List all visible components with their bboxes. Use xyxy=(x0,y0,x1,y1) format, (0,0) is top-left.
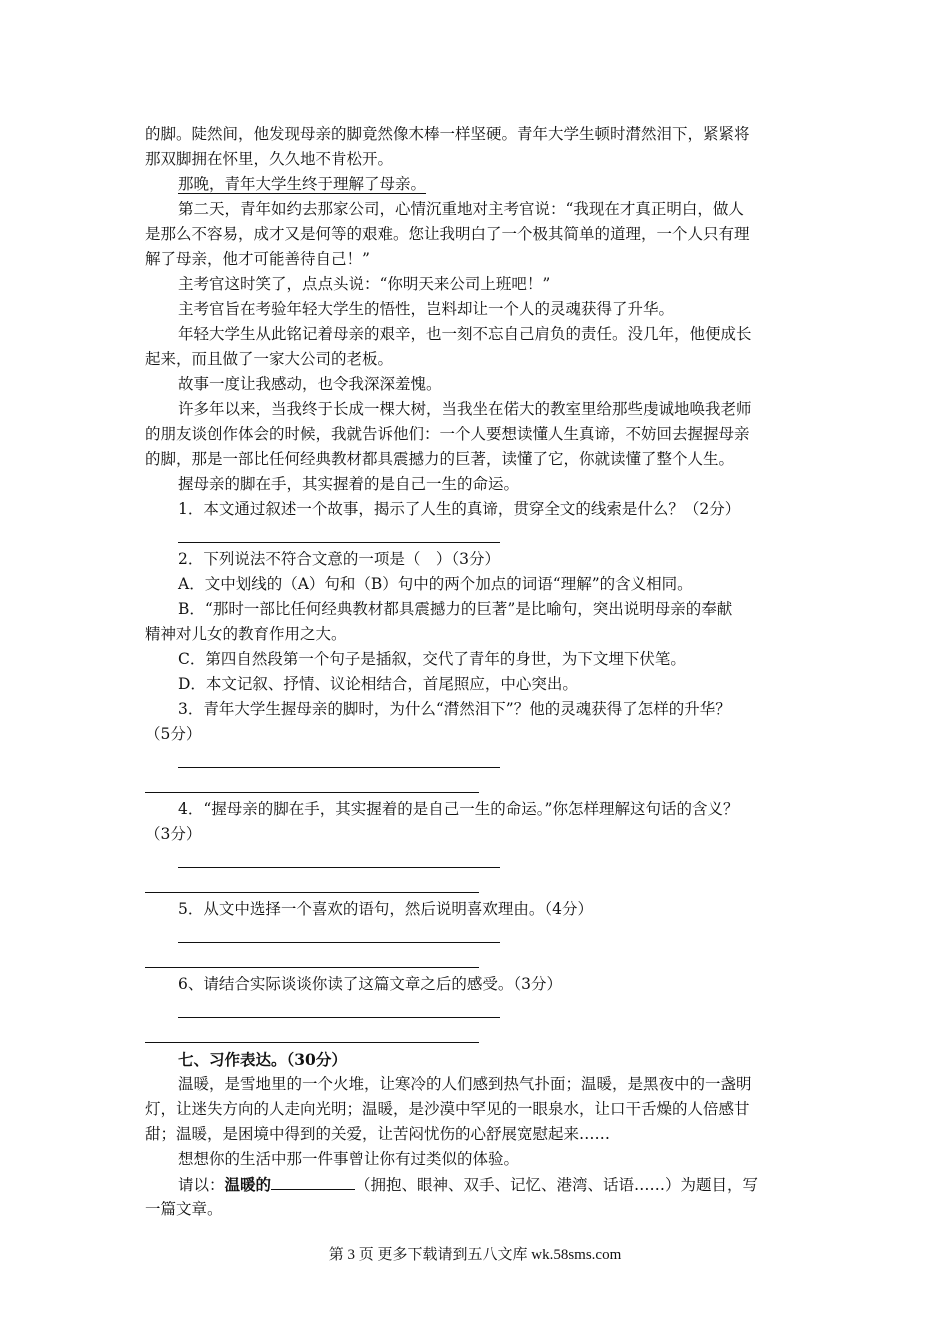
essay-title-stem: 温暖的 xyxy=(224,1175,272,1194)
question-1: 1．本文通过叙述一个故事，揭示了人生的真谛，贯穿全文的线索是什么？（2分） xyxy=(178,500,741,518)
writing-prompt-line: 甜；温暖，是困境中得到的关爱，让苦闷忧伤的心舒展宽慰起来…… xyxy=(145,1125,611,1143)
underlined-sentence-b xyxy=(145,172,825,197)
option-b-continued: 精神对儿女的教育作用之大。 xyxy=(145,625,347,643)
option-d: D．本文记叙、抒情、议论相结合，首尾照应，中心突出。 xyxy=(178,675,578,693)
story-line: 主考官旨在考验年轻大学生的悟性，岂料却让一个人的灵魂获得了升华。 xyxy=(178,300,675,318)
question-2: 2．下列说法不符合文意的一项是（ ）（3分） xyxy=(178,550,500,568)
answer-line[interactable] xyxy=(145,997,825,1022)
story-line: 是那么不容易，成才又是何等的艰难。您让我明白了一个极其简单的道理，一个人只有理 xyxy=(145,225,750,243)
answer-line[interactable] xyxy=(145,847,825,872)
story-line: 许多年以来，当我终于长成一棵大树，当我坐在偌大的教室里给那些虔诚地唤我老师 xyxy=(178,400,752,418)
answer-line[interactable] xyxy=(145,772,825,797)
question-3: 3．青年大学生握母亲的脚时，为什么“潸然泪下”？他的灵魂获得了怎样的升华？ xyxy=(178,700,731,718)
question-4: 4．“握母亲的脚在手，其实握着的是自己一生的命运。”你怎样理解这句话的含义？ xyxy=(178,800,739,818)
writing-prompt-line: 想想你的生活中那一件事曾让你有过类似的体验。 xyxy=(178,1150,520,1168)
answer-line[interactable] xyxy=(145,1022,825,1047)
writing-heading: 七、习作表达。（30分） xyxy=(178,1050,347,1069)
story-line: 那双脚拥在怀里，久久地不肯松开。 xyxy=(145,150,394,168)
writing-title-instruction xyxy=(145,1172,825,1197)
story-line: 年轻大学生从此铭记着母亲的艰辛，也一刻不忘自己肩负的责任。没几年，他便成长 xyxy=(178,325,752,343)
story-line: 的脚，那是一部比任何经典教材都具震撼力的巨著，读懂了它，你就读懂了整个人生。 xyxy=(145,450,735,468)
story-line: 起来，而且做了一家大公司的老板。 xyxy=(145,350,394,368)
answer-line[interactable] xyxy=(145,872,825,897)
question-4-points: （3分） xyxy=(145,825,202,843)
instruction-prefix: 请以： xyxy=(178,1176,225,1194)
story-line: 第二天，青年如约去那家公司，心情沉重地对主考官说：“我现在才真正明白，做人 xyxy=(178,200,744,218)
writing-prompt-line: 灯，让迷失方向的人走向光明；温暖，是沙漠中罕见的一眼泉水，让口干舌燥的人倍感甘 xyxy=(145,1100,750,1118)
answer-line[interactable] xyxy=(145,522,825,547)
question-3-points: （5分） xyxy=(145,725,202,743)
story-line: 解了母亲，他才可能善待自己！” xyxy=(145,250,370,268)
story-line: 的脚。陡然间，他发现母亲的脚竟然像木棒一样坚硬。青年大学生顿时潸然泪下，紧紧将 xyxy=(145,125,750,143)
story-line: 故事一度让我感动，也令我深深羞愧。 xyxy=(178,375,442,393)
answer-line[interactable] xyxy=(145,947,825,972)
page-footer: 第 3 页 更多下载请到五八文库 wk.58sms.com xyxy=(328,1247,622,1263)
answer-line[interactable] xyxy=(145,922,825,947)
answer-line[interactable] xyxy=(145,747,825,772)
underlined-text: 那晚，青年大学生终于理解了母亲。 xyxy=(178,175,427,193)
writing-prompt-line: 一篇文章。 xyxy=(145,1200,223,1218)
option-c: C．第四自然段第一个句子是插叙，交代了青年的身世，为下文埋下伏笔。 xyxy=(178,650,686,668)
title-blank[interactable] xyxy=(271,1175,355,1190)
writing-prompt-line: 温暖，是雪地里的一个火堆，让寒冷的人们感到热气扑面；温暖，是黑夜中的一盏明 xyxy=(178,1075,752,1093)
story-line: 主考官这时笑了，点点头说：“你明天来公司上班吧！” xyxy=(178,275,551,293)
story-line: 的朋友谈创作体会的时候，我就告诉他们：一个人要想读懂人生真谛，不妨回去握握母亲 xyxy=(145,425,750,443)
story-line: 握母亲的脚在手，其实握着的是自己一生的命运。 xyxy=(178,475,520,493)
option-b: B．“那时一部比任何经典教材都具震撼力的巨著”是比喻句，突出说明母亲的奉献 xyxy=(178,600,733,618)
option-a: A．文中划线的（A）句和（B）句中的两个加点的词语“理解”的含义相同。 xyxy=(178,575,693,593)
question-5: 5．从文中选择一个喜欢的语句，然后说明喜欢理由。（4分） xyxy=(178,900,593,918)
instruction-suffix: （拥抱、眼神、双手、记忆、港湾、话语……）为题目，写 xyxy=(355,1176,759,1194)
page-content xyxy=(145,122,825,1222)
question-6: 6、请结合实际谈谈你读了这篇文章之后的感受。（3分） xyxy=(178,975,562,993)
